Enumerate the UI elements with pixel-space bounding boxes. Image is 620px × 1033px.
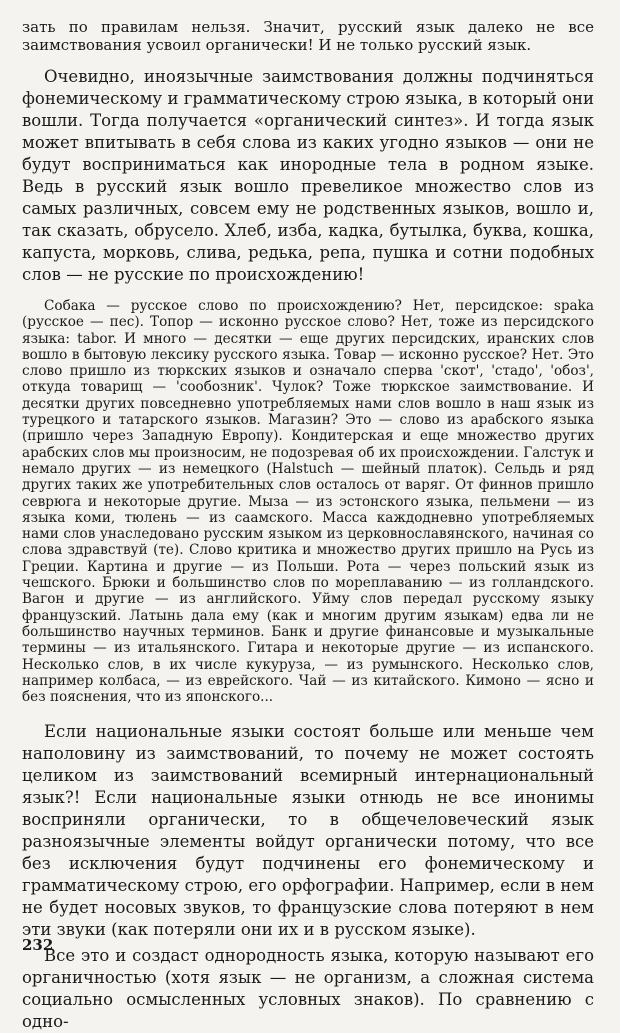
top-paragraph: зать по правилам нельзя. Значит, русский язык далеко не все заимствования усвоил органически! И не только русский язык. [22, 18, 594, 54]
paragraph-international-language: Если национальные языки состоят больше или меньше чем наполовину из заимствований, то почему не может состоять целиком из заимствований всемирный интернациональный язык?! Если национальные языки отнюдь не все инонимы восприняли органически, то в общечеловеческий язык разноязычные элементы войдут органически потому, что все без исключения будут подчинены его фонемическому и грамматическому строю, его орфографии. Например, если в нем не будет носовых звуков, то французские слова потеряют в нем эти звуки (как потеряли они их и в русском языке). [22, 722, 595, 940]
page-number: 232 [22, 936, 54, 954]
paragraph-organicity: Все это и создаст однородность языка, которую называют его органичностью (хотя язык — не организм, а сложная система социально осмысленных условных знаков). По сравнению с одно- [22, 946, 594, 1032]
paragraph-borrowings: Очевидно, иноязычные заимствования должны подчиняться фонемическому и грамматическому строю языка, в который они вошли. Тогда получается «органический синтез». И тогда язык может впитывать в себя слова из каких угодно языков — они не будут восприниматься как инородные тела в родном языке. Ведь в русский язык вошло превеликое множество слов из самых различных, совсем ему не родственных языков, вошло и, так сказать, обрусело. Хлеб, изба, кадка, бутылка, буква, кошка, капуста, морковь, слива, редька, репа, пушка и сотни подобных слов — не русские по происхождению! [22, 67, 594, 284]
etymology-examples-paragraph: Собака — русское слово по происхождению? Нет, персидское: spaka (русское — пес). Топор — исконно русское слово? Нет, тоже из персидского языка: tabor. И много — десятки — еще других персидских, иранских слов вошло в бытовую лексику русского языка. Товар — исконно русское? Нет. Это слово пришло из тюркских языков и означало сперва 'скот', 'стадо', 'обоз', откуда товарищ — 'сообозник'. Чулок? Тоже тюркское заимствование. И десятки других повседневно употребляемых нами слов вошло в наш язык из турецкого и татарского языков. Магазин? Это — слово из арабского языка (пришло через Западную Европу). Кондитерская и еще множество других арабских слов мы произносим, не подозревая об их происхождении. Галстук и немало других — из немецкого (Halstuch — шейный платок). Сельдь и ряд других таких же употребительных слов осталось от варяг. От финнов пришло севрюга и некоторые другие. Мыза — из эстонского языка, пельмени — из языка коми, тюлень — из саамского. Масса каждодневно употребляемых нами слов унаследовано русским языком из церковнославянского, начиная со слова здравствуй (те). Слово критика и множество других пришло на Русь из Греции. Картина и другие — из Польши. Рота — через польский язык из чешского. Брюки и большинство слов по мореплаванию — из голландского. Вагон и другие — из английского. Уйму слов передал русскому языку французский. Латынь дала ему (как и многим другим языкам) едва ли не большинство научных терминов. Банк и другие финансовые и музыкальные термины — из итальянского. Гитара и некоторые другие — из испанского. Несколько слов, в их числе кукуруза, — из румынского. Несколько слов, например колбаса, — из еврейского. Чай — из китайского. Кимоно — ясно и без пояснения, что из японского... [22, 298, 594, 706]
